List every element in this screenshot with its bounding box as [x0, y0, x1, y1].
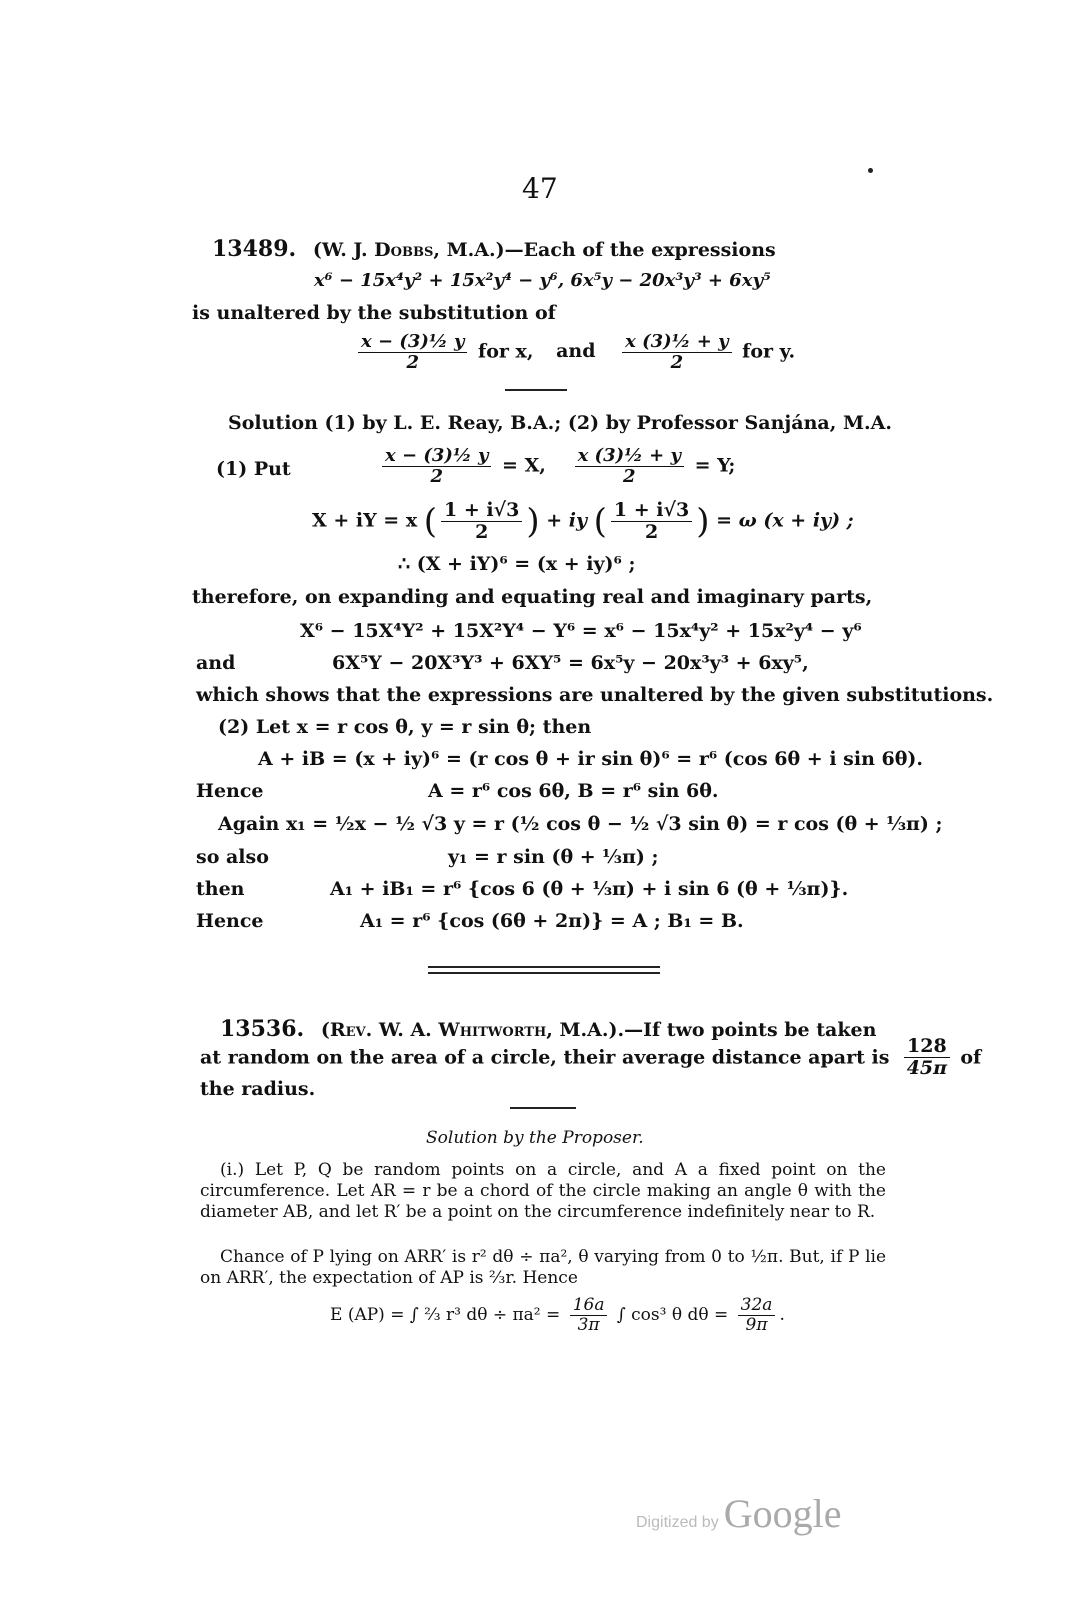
- expectation-equation: [330, 1296, 785, 1334]
- xiy-fraction-2: $\frac{1 + i√3}{2}$: [611, 500, 692, 543]
- solution-line: Solution (1) by L. E. Reay, B.A.; (2) by Professor Sanjána, M.A.: [228, 412, 892, 434]
- let-line: (2) Let x = r cos θ, y = r sin θ; then: [218, 716, 592, 738]
- right-paren: ): [526, 501, 540, 542]
- problem-2-line1: —If two points be taken: [624, 1019, 877, 1041]
- substitution-line: [354, 332, 795, 373]
- therefore-text: therefore, on expanding and equating real and imaginary parts,: [192, 586, 873, 608]
- put-equations: [378, 446, 735, 487]
- problem-number-2: 13536.: [220, 1016, 305, 1042]
- aib-equation: A + iB = (x + iy)⁶ = (r cos θ + ir sin θ)⁶ = r⁶ (cos 6θ + i sin 6θ).: [258, 748, 924, 770]
- problem-2-line3: the radius.: [200, 1078, 316, 1100]
- average-distance-fraction: $\frac{128}{45\pi}$: [904, 1036, 950, 1079]
- watermark-brand: Google: [723, 1491, 842, 1536]
- put-label: (1) Put: [216, 458, 291, 480]
- real-parts-equation: X⁶ − 15X⁴Y² + 15X²Y⁴ − Y⁶ = x⁶ − 15x⁴y² + 15x²y⁴ − y⁶: [300, 620, 862, 642]
- page-number: 47: [522, 172, 558, 205]
- then-equation: A₁ + iB₁ = r⁶ {cos 6 (θ + ⅓π) + i sin 6 (θ + ⅓π)}.: [330, 878, 849, 900]
- then-label: then: [196, 878, 245, 900]
- problem-13489-header: [212, 236, 776, 262]
- problem-author: (W. J. Dobbs, M.A.): [312, 239, 505, 261]
- and-label: and: [196, 652, 236, 674]
- put-fraction-2: $\frac{\text{x (3)½ + y}}{2}$: [575, 446, 684, 487]
- problem-number: 13489.: [212, 236, 297, 262]
- left-paren: (: [423, 501, 438, 542]
- sub-fraction-2: $\frac{\text{x (3)½ + y}}{2}$: [622, 332, 731, 373]
- expressions-line: x⁶ − 15x⁴y² + 15x²y⁴ − y⁶, 6x⁵y − 20x³y³ + 6xy⁵: [314, 270, 771, 291]
- expectation-mid: ∫ cos³ θ dθ =: [616, 1305, 729, 1326]
- and-text: and: [556, 340, 596, 363]
- short-rule-2: [510, 1107, 576, 1109]
- short-rule: [505, 389, 567, 391]
- expectation-fraction-1: $\frac{16a}{3\pi}$: [570, 1296, 608, 1334]
- problem-author-2: (Rev. W. A. Whitworth, M.A.).: [320, 1019, 625, 1041]
- substitution-intro: is unaltered by the substitution of: [192, 302, 556, 324]
- problem-header-text: —Each of the expressions: [504, 239, 776, 261]
- double-rule-top: [428, 966, 660, 968]
- solution-paragraph-1: (i.) Let P, Q be random points on a circle, and A a fixed point on the circumference. Let AR = r be a chord of the circle making an angle θ with the diameter AB, and let R′ be a point on the circumference indefinitely near to R.: [200, 1160, 886, 1222]
- digitized-watermark: [636, 1490, 842, 1537]
- xiy-mid: + iy: [546, 509, 588, 532]
- double-rule-bottom: [428, 972, 660, 974]
- sub-fraction-1: $\frac{\text{x − (3)½ y}}{2}$: [358, 332, 467, 373]
- right-paren-2: ): [696, 501, 710, 542]
- xiy-rhs: = ω (x + iy) ;: [716, 509, 854, 532]
- xiy-lhs: X + iY = x: [312, 509, 418, 532]
- expectation-fraction-2: $\frac{32a}{9\pi}$: [738, 1296, 776, 1334]
- so-also-equation: y₁ = r sin (θ + ⅓π) ;: [448, 846, 659, 868]
- hence-label-1: Hence: [196, 780, 264, 802]
- speck-dot: [868, 168, 873, 173]
- put-eq-x: = X,: [502, 454, 546, 477]
- left-paren-2: (: [593, 501, 607, 542]
- put-fraction-1: $\frac{\text{x − (3)½ y}}{2}$: [382, 446, 491, 487]
- expectation-end: .: [779, 1305, 785, 1326]
- imag-parts-equation: 6X⁵Y − 20X³Y³ + 6XY⁵ = 6x⁵y − 20x³y³ + 6xy⁵,: [332, 652, 809, 674]
- which-shows-text: which shows that the expressions are unaltered by the given substitutions.: [196, 684, 994, 706]
- problem-2-line2: [200, 1036, 981, 1079]
- hence-equation-1: A = r⁶ cos 6θ, B = r⁶ sin 6θ.: [428, 780, 719, 802]
- for-y-text: for y.: [742, 340, 796, 363]
- for-x-text: for x,: [478, 340, 534, 363]
- expectation-lhs: E (AP) = ∫ ⅔ r³ dθ ÷ πa² =: [330, 1305, 561, 1326]
- so-also-label: so also: [196, 846, 269, 868]
- hence-equation-2: A₁ = r⁶ {cos (6θ + 2π)} = A ; B₁ = B.: [360, 910, 744, 932]
- xiy-equation: [312, 500, 854, 543]
- watermark-small-text: Digitized by: [636, 1514, 719, 1531]
- xiy-fraction-1: $\frac{1 + i√3}{2}$: [441, 500, 522, 543]
- therefore-equation: ∴ (X + iY)⁶ = (x + iy)⁶ ;: [398, 553, 636, 575]
- hence-label-2: Hence: [196, 910, 264, 932]
- put-eq-y: = Y;: [694, 454, 736, 477]
- again-equation: Again x₁ = ½x − ½ √3 y = r (½ cos θ − ½ √3 sin θ) = r cos (θ + ⅓π) ;: [218, 813, 943, 835]
- solution-paragraph-2: Chance of P lying on ARR′ is r² dθ ÷ πa², θ varying from 0 to ½π. But, if P lie on ARR′, the expectation of AP is ⅔r. Hence: [200, 1247, 886, 1288]
- problem-2-line2-text: at random on the area of a circle, their average distance apart is: [200, 1046, 890, 1069]
- of-text: of: [960, 1046, 982, 1069]
- solution-proposer: Solution by the Proposer.: [426, 1128, 644, 1148]
